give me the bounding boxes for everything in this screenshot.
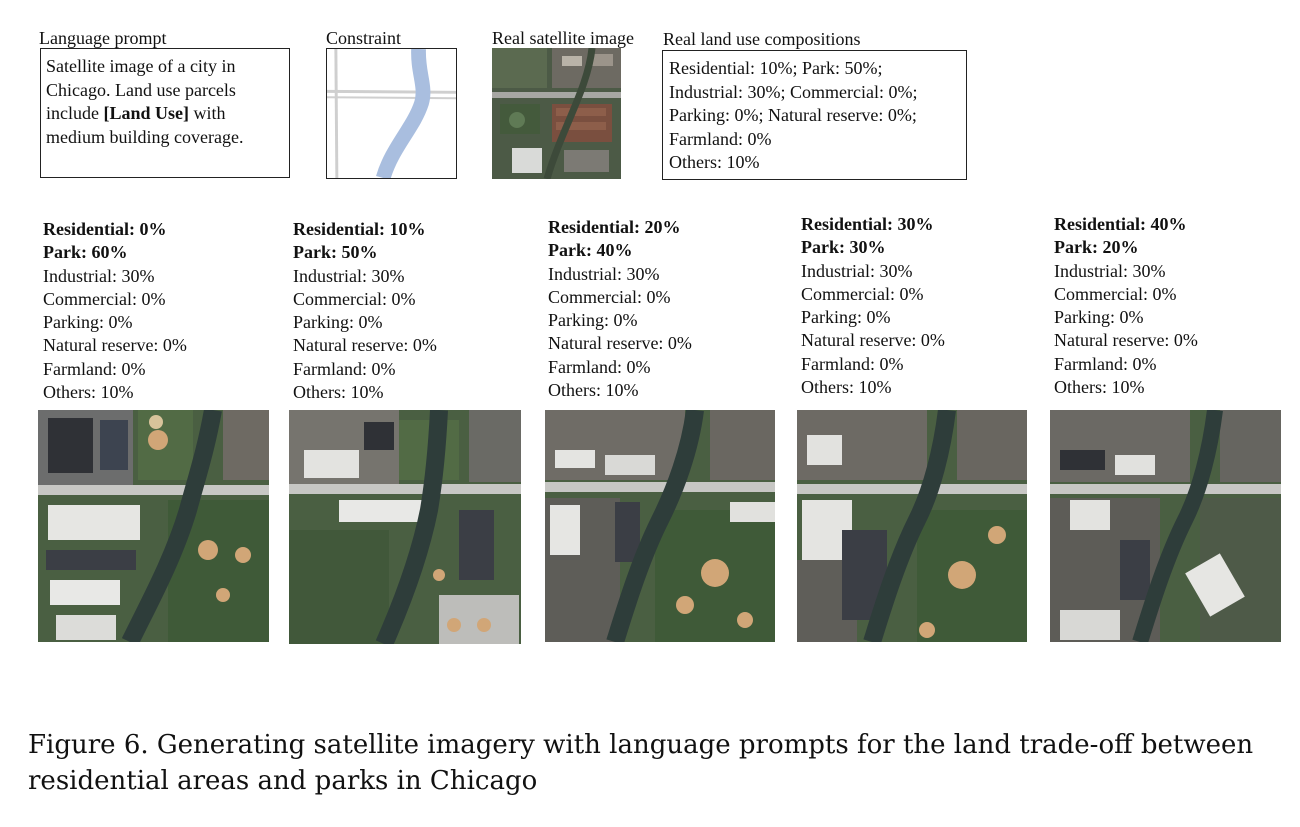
real-satellite-label: Real satellite image xyxy=(492,28,634,48)
composition-line: Industrial: 30%; Commercial: 0%; xyxy=(669,81,918,102)
residential-value: Residential: 0% xyxy=(43,219,167,239)
industrial-value: Industrial: 30% xyxy=(548,263,660,284)
park-value: Park: 20% xyxy=(1054,237,1139,258)
commercial-value: Commercial: 0% xyxy=(43,288,166,309)
generated-image-2 xyxy=(289,410,521,644)
commercial-value: Commercial: 0% xyxy=(801,283,924,304)
others-value: Others: 10% xyxy=(801,377,892,398)
generated-image-2-graphic xyxy=(289,410,521,644)
parking-value: Parking: 0% xyxy=(293,312,383,333)
generated-image-1-graphic xyxy=(38,410,269,642)
constraint-label: Constraint xyxy=(326,28,401,48)
parking-value: Parking: 0% xyxy=(1054,307,1144,328)
constraint-map xyxy=(326,48,457,179)
generated-image-1 xyxy=(38,410,269,642)
farmland-value: Farmland: 0% xyxy=(1054,353,1157,374)
industrial-value: Industrial: 30% xyxy=(801,260,913,281)
generated-image-3-graphic xyxy=(545,410,775,642)
generated-image-5-graphic xyxy=(1050,410,1281,642)
parking-value: Parking: 0% xyxy=(43,312,133,333)
real-satellite-graphic xyxy=(492,48,621,179)
park-value: Park: 60% xyxy=(43,242,128,263)
composition-column-3 xyxy=(548,216,692,402)
prompt-text-start: Satellite image of a city in Chicago. Land use parcels include xyxy=(46,56,236,123)
natural-reserve-value: Natural reserve: 0% xyxy=(548,333,692,354)
industrial-value: Industrial: 30% xyxy=(1054,260,1166,281)
composition-column-5 xyxy=(1054,213,1198,399)
natural-reserve-value: Natural reserve: 0% xyxy=(1054,330,1198,351)
constraint-map-graphic xyxy=(327,49,456,178)
composition-line: Farmland: 0% xyxy=(669,128,772,149)
industrial-value: Industrial: 30% xyxy=(43,265,155,286)
figure-caption xyxy=(28,727,1253,799)
composition-line: Parking: 0%; Natural reserve: 0%; xyxy=(669,105,917,125)
residential-value: Residential: 40% xyxy=(1054,214,1187,234)
natural-reserve-value: Natural reserve: 0% xyxy=(293,335,437,356)
generated-image-5 xyxy=(1050,410,1281,642)
others-value: Others: 10% xyxy=(548,380,639,401)
others-value: Others: 10% xyxy=(1054,377,1145,398)
real-compositions-box xyxy=(662,50,967,180)
composition-column-1 xyxy=(43,218,187,404)
residential-value: Residential: 20% xyxy=(548,217,681,237)
prompt-land-use-token: [Land Use] xyxy=(103,103,189,123)
generated-image-3 xyxy=(545,410,775,642)
commercial-value: Commercial: 0% xyxy=(548,286,671,307)
industrial-value: Industrial: 30% xyxy=(293,265,405,286)
residential-value: Residential: 30% xyxy=(801,214,934,234)
language-prompt-label: Language prompt xyxy=(39,28,167,48)
commercial-value: Commercial: 0% xyxy=(293,288,416,309)
residential-value: Residential: 10% xyxy=(293,219,426,239)
prompt-text-end: with medium building coverage. xyxy=(46,103,244,147)
farmland-value: Farmland: 0% xyxy=(801,353,904,374)
generated-image-4-graphic xyxy=(797,410,1027,642)
parking-value: Parking: 0% xyxy=(548,310,638,331)
others-value: Others: 10% xyxy=(43,382,134,403)
caption-line-1: Figure 6. Generating satellite imagery with language prompts for the land trade-off between xyxy=(28,730,1254,760)
park-value: Park: 40% xyxy=(548,240,633,261)
natural-reserve-value: Natural reserve: 0% xyxy=(801,330,945,351)
farmland-value: Farmland: 0% xyxy=(293,358,396,379)
composition-column-4 xyxy=(801,213,945,399)
language-prompt-box xyxy=(40,48,290,178)
language-prompt-text xyxy=(41,49,289,149)
park-value: Park: 30% xyxy=(801,237,886,258)
natural-reserve-value: Natural reserve: 0% xyxy=(43,335,187,356)
composition-column-2 xyxy=(293,218,437,404)
farmland-value: Farmland: 0% xyxy=(43,358,146,379)
others-value: Others: 10% xyxy=(293,382,384,403)
commercial-value: Commercial: 0% xyxy=(1054,283,1177,304)
farmland-value: Farmland: 0% xyxy=(548,356,651,377)
parking-value: Parking: 0% xyxy=(801,307,891,328)
composition-line: Others: 10% xyxy=(669,152,760,172)
caption-line-2: residential areas and parks in Chicago xyxy=(28,766,538,796)
real-compositions-label: Real land use compositions xyxy=(663,29,861,49)
real-satellite-image xyxy=(492,48,621,179)
park-value: Park: 50% xyxy=(293,242,378,263)
composition-line: Residential: 10%; Park: 50%; xyxy=(669,58,883,78)
generated-image-4 xyxy=(797,410,1027,642)
